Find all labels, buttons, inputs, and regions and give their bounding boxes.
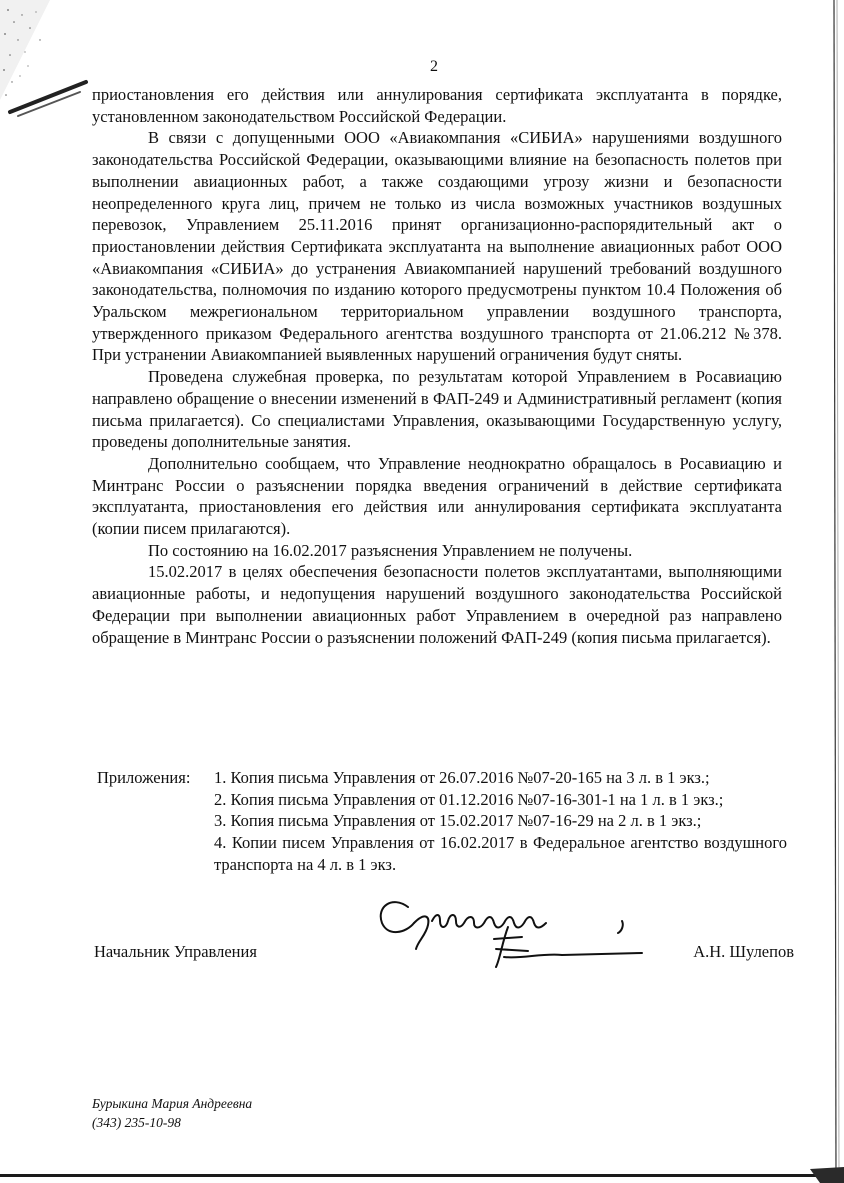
signer-name: А.Н. Шулепов bbox=[693, 942, 794, 961]
attachments-section bbox=[97, 767, 787, 876]
paragraph: Проведена служебная проверка, по результатам которой Управлением в Росавиацию направлено обращение о внесении изменений в ФАП-249 и Административный регламент (копия письма прилагается). Со специалистами Управления, оказывающими Государственную услугу, проведены дополнительные занятия. bbox=[92, 367, 782, 452]
attachment-item: 2. Копия письма Управления от 01.12.2016 №07-16-301-1 на 1 л. в 1 экз.; bbox=[214, 789, 724, 809]
attachments-label: Приложения: bbox=[97, 768, 191, 787]
paragraph: 15.02.2017 в целях обеспечения безопасности полетов эксплуатантами, выполняющими авиационные работы, и недопущения нарушений воздушного законодательства Российской Федерации при выполнении авиационных работ Управлением в очередной раз направлено обращение в Минтранс России о разъяснении положений ФАП-249 (копия письма прилагается). bbox=[92, 562, 782, 647]
executor-info bbox=[92, 1094, 252, 1132]
signer-title: Начальник Управления bbox=[94, 942, 257, 961]
page-edge-shadow bbox=[824, 0, 844, 1183]
attachment-item: 4. Копии писем Управления от 16.02.2017 в Федеральное агентство воздушного транспорта на 4 л. в 1 экз. bbox=[214, 833, 787, 874]
page-number: 2 bbox=[430, 58, 438, 75]
paragraph: По состоянию на 16.02.2017 разъяснения Управлением не получены. bbox=[148, 540, 633, 560]
bottom-edge-shadow bbox=[0, 1167, 844, 1183]
attachment-item: 1. Копия письма Управления от 26.07.2016 №07-20-165 на 3 л. в 1 экз.; bbox=[214, 768, 710, 787]
signature-block bbox=[94, 942, 794, 982]
attachments-list bbox=[214, 767, 787, 876]
executor-phone: (343) 235-10-98 bbox=[92, 1115, 181, 1130]
paragraph: В связи с допущенными ООО «Авиакомпания «СИБИА» нарушениями воздушного законодательства Российской Федерации, оказывающими влияние на безопасность полетов при выполнении авиационных работ, а также создающими угрозу жизни и безопасности неопределенного круга лиц, причем не только из числа возможных участников воздушных перевозок, Управлением 25.11.2016 принят организационно-распорядительный акт о приостановлении действия Сертификата эксплуатанта на выполнение авиационных работ ООО «Авиакомпания «СИБИА» до устранения Авиакомпанией нарушений требований воздушного законодательства, полномочия по изданию которого предусмотрены пунктом 10.4 Положения об Уральском межрегиональном территориальном управлении воздушного транспорта, утвержденного приказом Федерального агентства воздушного транспорта от 21.06.212 №378. При устранении Авиакомпанией выявленных нарушений ограничения будут сняты. bbox=[92, 128, 782, 365]
paragraph: Дополнительно сообщаем, что Управление неоднократно обращалось в Росавиацию и Минтранс России о разъяснении порядка введения ограничений в действие сертификата эксплуатанта, приостановления его действия или аннулирования сертификата эксплуатанта (копии писем прилагаются). bbox=[92, 453, 782, 539]
scan-corner-artifact bbox=[0, 0, 90, 130]
paragraph: приостановления его действия или аннулирования сертификата эксплуатанта в порядке, установленном законодательством Российской Федерации. bbox=[92, 85, 782, 126]
letter-body bbox=[92, 84, 782, 648]
executor-name: Бурыкина Мария Андреевна bbox=[92, 1096, 253, 1111]
attachment-item: 3. Копия письма Управления от 15.02.2017 №07-16-29 на 2 л. в 1 экз.; bbox=[214, 811, 702, 831]
